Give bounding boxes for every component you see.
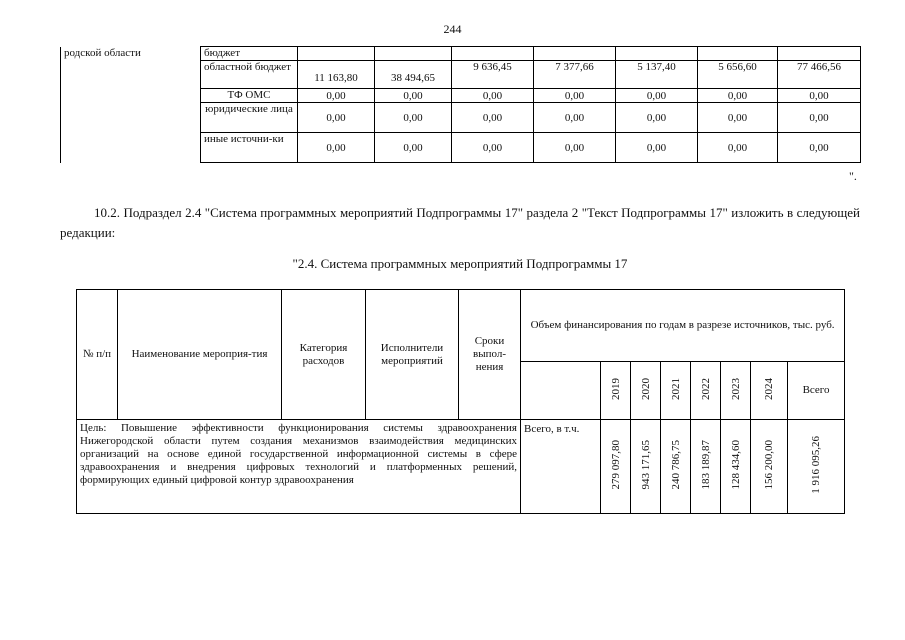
region-label: родской области [61,47,201,163]
value-cell: 0,00 [298,133,375,163]
value-cell: 240 786,75 [661,420,691,514]
value-cell: 183 189,87 [691,420,721,514]
header-year: 2022 [691,362,721,420]
value-cell: 0,00 [698,103,778,133]
value-cell [452,47,534,61]
header-name: Наименование мероприя-тия [118,290,282,420]
value-cell: 279 097,80 [601,420,631,514]
value-cell: 77 466,56 [778,61,861,89]
header-category: Категория расходов [282,290,366,420]
value-cell [375,47,452,61]
header-executors: Исполнители мероприятий [366,290,459,420]
header-funding: Объем финансирования по годам в разрезе источников, тыс. руб. [521,290,845,362]
header-terms: Сроки выпол-нения [459,290,521,420]
value-cell [778,47,861,61]
value-cell: 0,00 [298,103,375,133]
value-cell: 0,00 [452,89,534,103]
value-cell [698,47,778,61]
value-cell: 0,00 [375,89,452,103]
value-cell: 11 163,80 [298,61,375,89]
goal-text: Цель: Повышение эффективности функционирования системы здравоохранения Нижегородской области путем создания механизмов взаимодействия медицинских организаций на основе единой государственной информационной системы в сфере здравоохранения и внедрения цифровых технологий и платформенных решений, формирующих единый цифровой контур здравоохранения [77,420,521,514]
value-cell [534,47,616,61]
source-cell: областной бюджет [201,61,298,89]
value-cell: 128 434,60 [721,420,751,514]
header-year: 2024 [751,362,788,420]
table-header-row [77,290,845,362]
value-cell: 5 137,40 [616,61,698,89]
closing-quote: ". [849,169,857,183]
value-cell: 156 200,00 [751,420,788,514]
source-cell: юридические лица [201,103,298,133]
value-cell: 0,00 [534,89,616,103]
value-cell: 5 656,60 [698,61,778,89]
header-year: 2021 [661,362,691,420]
value-cell: 38 494,65 [375,61,452,89]
value-cell: 0,00 [452,133,534,163]
table-row [77,420,845,514]
header-year: 2019 [601,362,631,420]
header-total: Всего [788,362,845,420]
value-cell: 0,00 [375,133,452,163]
blank-cell [521,362,601,420]
source-cell: иные источни-ки [201,133,298,163]
value-cell: 0,00 [778,133,861,163]
value-cell: 0,00 [698,89,778,103]
value-cell: 9 636,45 [452,61,534,89]
page-number: 244 [443,22,462,36]
value-cell: 0,00 [452,103,534,133]
value-cell: 0,00 [778,89,861,103]
value-cell: 0,00 [534,103,616,133]
section-subtitle: "2.4. Система программных мероприятий Подпрограммы 17 [292,256,628,271]
funding-sources-table [60,46,861,163]
value-cell: 0,00 [778,103,861,133]
table-row [61,47,861,61]
value-cell [616,47,698,61]
value-cell: 943 171,65 [631,420,661,514]
value-cell: 1 916 095,26 [788,420,845,514]
header-num: № п/п [77,290,118,420]
header-year: 2023 [721,362,751,420]
source-cell: ТФ ОМС [201,89,298,103]
value-cell: 0,00 [698,133,778,163]
value-cell: 0,00 [375,103,452,133]
value-cell: 0,00 [616,89,698,103]
header-year: 2020 [631,362,661,420]
value-cell: 0,00 [298,89,375,103]
goal-category: Всего, в т.ч. [521,420,601,514]
value-cell: 0,00 [534,133,616,163]
source-cell: бюджет [201,47,298,61]
program-activities-table [76,289,845,514]
value-cell: 0,00 [616,133,698,163]
amendment-paragraph: 10.2. Подраздел 2.4 "Система программных мероприятий Подпрограммы 17" раздела 2 "Текст Подпрограммы 17" изложить в следующей редакции: [60,205,860,240]
value-cell [298,47,375,61]
value-cell: 7 377,66 [534,61,616,89]
value-cell: 0,00 [616,103,698,133]
